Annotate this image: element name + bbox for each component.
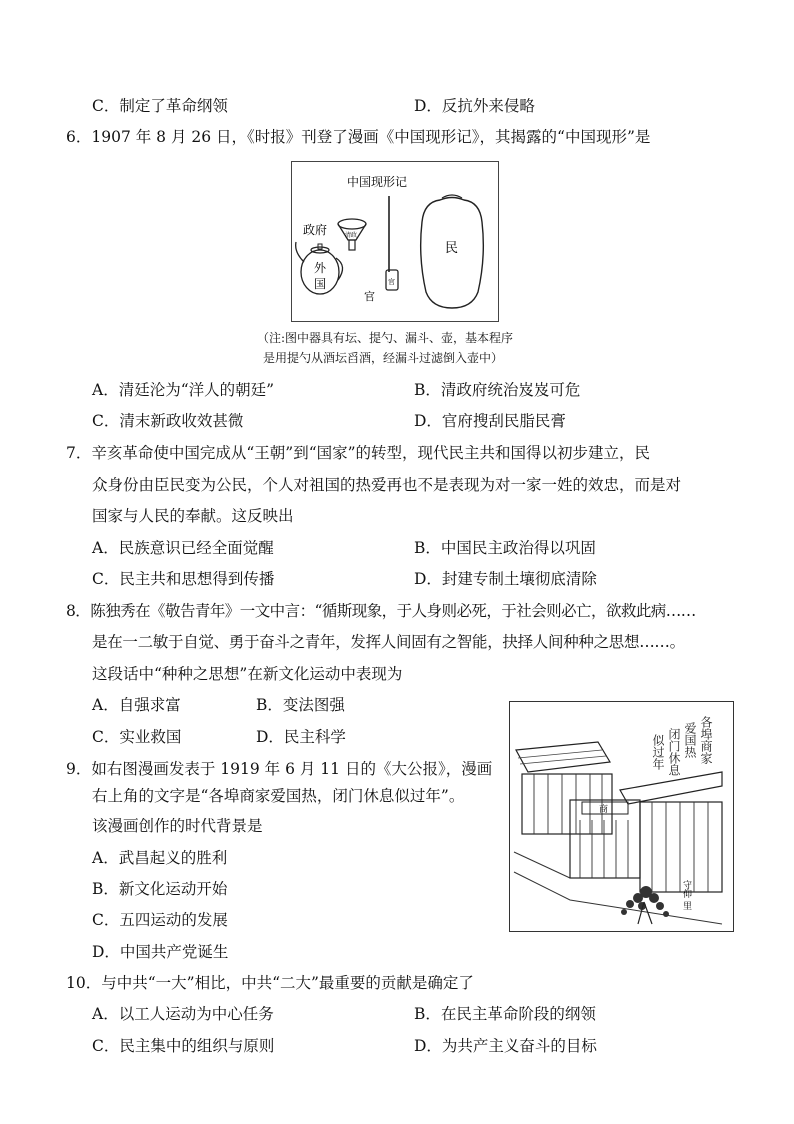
roof-right xyxy=(620,772,722,804)
funnel-shape xyxy=(338,219,366,229)
q9-option-c: C．五四运动的发展 xyxy=(92,911,228,929)
calligraphy-col-4: 似过年 xyxy=(651,734,665,770)
calligraphy-col-2: 爱国热 xyxy=(683,722,697,758)
q7-option-c: C．民主共和思想得到传播 xyxy=(92,570,275,588)
q7-stem-line1: 7．辛亥革命使中国完成从“王朝”到“国家”的转型，现代民主共和国得以初步建立，民 xyxy=(66,444,651,462)
q7-option-a: A．民族意识已经全面觉醒 xyxy=(92,539,274,557)
calligraphy-col-1: 各埠商家 xyxy=(699,716,713,764)
q9-stem-line3: 该漫画创作的时代背景是 xyxy=(92,817,263,835)
q10-stem: 10．与中共“一大”相比，中共“二大”最重要的贡献是确定了 xyxy=(66,974,474,992)
q8-stem-line1: 8．陈独秀在《敬告青年》一文中言：“循斯现象，于人身则必死，于社会则必亡，欲救此病…… xyxy=(66,602,696,620)
q8-option-c: C．实业救国 xyxy=(92,728,182,746)
q7-option-b: B．中国民主政治得以巩固 xyxy=(414,539,596,557)
q7-stem-line3: 国家与人民的奉献。这反映出 xyxy=(92,507,294,525)
cartoon-drawing xyxy=(292,162,498,321)
q6-option-a: A．清廷沦为“洋人的朝廷” xyxy=(92,381,275,399)
q9-option-b: B．新文化运动开始 xyxy=(92,880,228,898)
label-people: 民 xyxy=(445,241,459,256)
q10-option-b: B．在民主革命阶段的纲领 xyxy=(414,1005,596,1023)
label-foreign-1: 外 xyxy=(314,261,327,275)
q6-stem: 6．1907 年 8 月 26 日，《时报》刊登了漫画《中国现形记》，其揭露的“中国现形”是 xyxy=(66,128,651,146)
q9-option-d: D．中国共产党诞生 xyxy=(92,943,229,961)
q8-option-d: D．民主科学 xyxy=(256,728,346,746)
svg-text:官: 官 xyxy=(388,278,395,286)
cartoon-title: 中国现形记 xyxy=(347,175,408,189)
q8-option-a: A．自强求富 xyxy=(92,696,181,714)
q9-cartoon-figure xyxy=(509,701,734,932)
q10-option-d: D．为共产主义奋斗的目标 xyxy=(414,1037,597,1055)
shop-sign-text: 商 xyxy=(599,805,609,815)
q6-option-b: B．清政府统治岌岌可危 xyxy=(414,381,581,399)
q6-option-c: C．清末新政收效甚微 xyxy=(92,412,244,430)
q9-stem-line2: 右上角的文字是“各埠商家爱国热，闭门休息似过年”。 xyxy=(92,787,465,805)
q7-stem-line2: 众身份由臣民变为公民，个人对祖国的热爱再也不是表现为对一家一姓的效忠，而是对 xyxy=(92,476,682,494)
q6-cartoon-figure xyxy=(291,161,499,322)
q6-option-d: D．官府搜刮民脂民膏 xyxy=(414,412,566,430)
q6-caption-line2: 是用提勺从酒坛舀酒，经漏斗过滤倒入壶中） xyxy=(263,351,504,365)
shop-street-drawing xyxy=(510,702,733,931)
label-government: 政府 xyxy=(303,223,328,237)
q8-stem-line3: 这段话中“种种之思想”在新文化运动中表现为 xyxy=(92,665,403,683)
q5-option-d: D．反抗外来侵略 xyxy=(414,97,535,115)
q10-option-a: A．以工人运动为中心任务 xyxy=(92,1005,274,1023)
funnel-small-text: 清政 xyxy=(345,232,358,239)
q9-option-a: A．武昌起义的胜利 xyxy=(92,849,228,867)
label-foreign-2: 国 xyxy=(314,277,327,291)
q5-option-c: C．制定了革命纲领 xyxy=(92,97,228,115)
artist-signature: 守仰 里 xyxy=(681,880,691,910)
q9-stem-line1: 9．如右图漫画发表于 1919 年 6 月 11 日的《大公报》，漫画 xyxy=(66,760,493,778)
q8-option-b: B．变法图强 xyxy=(256,696,345,714)
tree-foliage xyxy=(621,886,669,917)
label-official: 官 xyxy=(364,290,375,303)
q10-option-c: C．民主集中的组织与原则 xyxy=(92,1037,275,1055)
calligraphy-col-3: 闭门休息 xyxy=(667,728,681,776)
building-left xyxy=(522,774,612,834)
q6-caption-line1: （注:图中器具有坛、提勺、漏斗、壶，基本程序 xyxy=(257,331,514,345)
q7-option-d: D．封建专制土壤彻底清除 xyxy=(414,570,597,588)
q8-stem-line2: 是在一二敏于自觉、勇于奋斗之青年，发挥人间固有之智能，抉择人间种种之思想……。 xyxy=(92,633,685,651)
